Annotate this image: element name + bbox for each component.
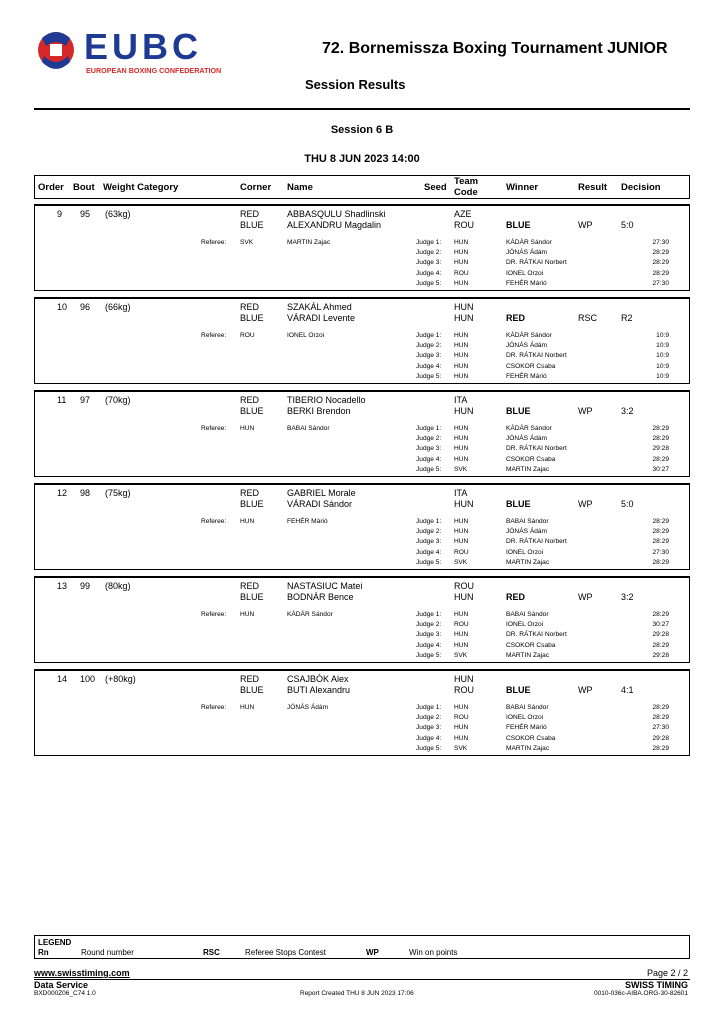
judge-country: HUN: [454, 435, 469, 443]
judge-name: DR. RÁTKAI Norbert: [506, 352, 567, 360]
judge-country: ROU: [454, 548, 469, 556]
decision-score: 4:1: [621, 685, 634, 695]
blue-boxer-name: BODNÁR Bence: [287, 592, 354, 602]
judge-label: Judge 2:: [416, 342, 442, 350]
judge-score: 27:30: [652, 239, 669, 246]
judge-label: Judge 5:: [416, 651, 442, 659]
judge-name: CSOKOR Csaba: [506, 362, 556, 370]
judge-country: HUN: [454, 445, 469, 453]
blue-corner: BLUE: [240, 313, 264, 323]
judge-score: 28:29: [652, 538, 669, 546]
blue-team-code: HUN: [454, 499, 474, 509]
judge-name: CSOKOR Csaba: [506, 455, 556, 463]
winner-corner: BLUE: [506, 220, 531, 230]
judge-country: HUN: [454, 704, 469, 711]
blue-corner: BLUE: [240, 220, 264, 230]
bout-number: 100: [80, 674, 96, 684]
brand: SWISS TIMING: [625, 980, 688, 990]
judge-label: Judge 5:: [416, 372, 442, 380]
judge-score: 10:9: [656, 352, 669, 360]
decision-score: 3:2: [621, 406, 634, 416]
red-boxer-name: SZAKÁL Ahmed: [287, 302, 352, 312]
weight-category: (66kg): [105, 302, 131, 312]
judge-country: HUN: [454, 641, 469, 649]
judge-label: Judge 3:: [416, 724, 442, 732]
judge-label: Judge 3:: [416, 538, 442, 546]
judge-name: BABAI Sándor: [506, 704, 549, 711]
referee-name: MARTIN Zajac: [287, 239, 331, 246]
col-winner: Winner: [506, 182, 539, 193]
session-label: Session 6 B: [330, 124, 394, 136]
judge-name: CSOKOR Csaba: [506, 641, 556, 649]
bout-row: [34, 576, 690, 663]
legend: [34, 935, 690, 959]
referee-label: Referee:: [201, 239, 227, 246]
red-boxer-name: NASTASIUC Matei: [287, 581, 363, 591]
red-corner: RED: [240, 395, 260, 405]
judge-country: HUN: [454, 342, 469, 350]
blue-boxer-name: ALEXANDRU Magdalin: [287, 220, 382, 230]
col-bout: Bout: [73, 182, 95, 193]
judge-score: 28:29: [652, 269, 669, 277]
col-seed: Seed: [424, 182, 447, 193]
judge-label: Judge 2:: [416, 714, 442, 722]
red-boxer-name: CSAJBÓK Alex: [287, 674, 349, 684]
logo-subtext: EUROPEAN BOXING CONFEDERATION: [86, 66, 222, 75]
winner-corner: RED: [506, 313, 526, 323]
red-team-code: ROU: [454, 581, 474, 591]
winner-corner: RED: [506, 592, 526, 602]
red-corner: RED: [240, 581, 260, 591]
winner-corner: BLUE: [506, 406, 531, 416]
table-header: [34, 175, 690, 199]
judge-label: Judge 2:: [416, 249, 442, 257]
judge-country: ROU: [454, 714, 469, 722]
result-type: WP: [578, 499, 593, 509]
referee-country: SVK: [240, 239, 254, 246]
judge-score: 10:9: [656, 332, 669, 339]
judge-country: HUN: [454, 724, 469, 732]
red-corner: RED: [240, 488, 260, 498]
referee-label: Referee:: [201, 704, 227, 711]
blue-corner: BLUE: [240, 499, 264, 509]
judge-country: SVK: [454, 744, 468, 752]
blue-corner: BLUE: [240, 685, 264, 695]
judge-score: 28:29: [652, 425, 669, 432]
decision-score: 5:0: [621, 499, 634, 509]
result-type: RSC: [578, 313, 598, 323]
ref-code: 0010-036c-AIBA.ORG-30-82601: [594, 990, 688, 997]
legend-abbr: Rn: [38, 948, 49, 957]
red-boxer-name: TIBERIO Nocadello: [287, 395, 366, 405]
bout-number: 97: [80, 395, 91, 405]
legend-title: LEGEND: [38, 938, 72, 947]
red-team-code: ITA: [454, 395, 468, 405]
bout-order: 11: [57, 395, 67, 405]
legend-abbr: RSC: [203, 948, 220, 957]
judge-score: 28:29: [652, 249, 669, 257]
blue-boxer-name: BERKI Brendon: [287, 406, 351, 416]
weight-category: (80kg): [105, 581, 131, 591]
judge-country: HUN: [454, 352, 469, 360]
judge-name: FEHÉR Márió: [506, 372, 547, 380]
blue-boxer-name: BUTI Alexandru: [287, 685, 351, 695]
judge-name: DR. RÁTKAI Norbert: [506, 445, 567, 453]
bout-number: 99: [80, 581, 91, 591]
judge-country: ROU: [454, 621, 469, 629]
eubc-logo: [36, 28, 281, 76]
blue-team-code: ROU: [454, 220, 474, 230]
legend-desc: Round number: [81, 948, 134, 957]
judge-name: JÓNÁS Ádám: [506, 435, 548, 443]
judge-name: MARTIN Zajac: [506, 744, 550, 752]
judge-country: HUN: [454, 528, 469, 536]
judge-label: Judge 3:: [416, 259, 442, 267]
judge-score: 29:28: [652, 445, 669, 453]
judge-country: ROU: [454, 269, 469, 277]
result-type: WP: [578, 406, 593, 416]
red-boxer-name: GABRIEL Morale: [287, 488, 356, 498]
judge-name: KÁDÁR Sándor: [506, 239, 552, 246]
judge-label: Judge 4:: [416, 455, 442, 463]
bout-number: 96: [80, 302, 91, 312]
judge-name: JÓNÁS Ádám: [506, 342, 548, 350]
doc-code: BXD000Z06_C74 1.0: [34, 990, 96, 997]
judge-label: Judge 4:: [416, 641, 442, 649]
col-decision: Decision: [621, 182, 661, 193]
col-team: Team: [454, 176, 479, 187]
judge-name: FEHÉR Márió: [506, 279, 547, 287]
judge-label: Judge 3:: [416, 631, 442, 639]
judge-score: 10:9: [656, 342, 669, 350]
blue-team-code: HUN: [454, 592, 474, 602]
judge-label: Judge 1:: [416, 518, 442, 525]
judge-country: HUN: [454, 518, 469, 525]
judge-score: 28:29: [652, 518, 669, 525]
weight-category: (70kg): [105, 395, 131, 405]
col-order: Order: [38, 182, 64, 193]
decision-score: R2: [621, 313, 633, 323]
blue-corner: BLUE: [240, 592, 264, 602]
col-name: Name: [287, 182, 313, 193]
judge-label: Judge 4:: [416, 548, 442, 556]
referee-label: Referee:: [201, 425, 227, 432]
referee-country: HUN: [240, 611, 255, 618]
blue-team-code: HUN: [454, 406, 474, 416]
bout-order: 9: [57, 209, 63, 219]
blue-boxer-name: VÁRADI Levente: [287, 313, 356, 323]
red-boxer-name: ABBASQULU Shadlinski: [287, 209, 386, 219]
judge-score: 29:28: [652, 631, 669, 639]
judge-label: Judge 1:: [416, 611, 442, 618]
judge-name: FEHÉR Márió: [506, 724, 547, 732]
judge-country: SVK: [454, 651, 468, 659]
header-divider: [34, 108, 690, 110]
referee-label: Referee:: [201, 518, 227, 525]
judge-name: CSOKOR Csaba: [506, 734, 556, 742]
referee-name: KÁDÁR Sándor: [287, 611, 333, 618]
judge-score: 10:9: [656, 372, 669, 380]
judge-name: IONEL Orzoi: [506, 269, 544, 277]
bout-order: 12: [57, 488, 68, 498]
col-result: Result: [578, 182, 608, 193]
judge-country: HUN: [454, 734, 469, 742]
judge-country: HUN: [454, 372, 469, 380]
judge-name: MARTIN Zajac: [506, 558, 550, 566]
judge-name: IONEL Orzoi: [506, 621, 544, 629]
judge-label: Judge 1:: [416, 704, 442, 711]
judge-score: 29:28: [652, 651, 669, 659]
judge-label: Judge 2:: [416, 621, 442, 629]
decision-score: 3:2: [621, 592, 634, 602]
judge-score: 29:28: [652, 734, 669, 742]
session-datetime: THU 8 JUN 2023 14:00: [304, 153, 420, 165]
col-corner: Corner: [240, 182, 272, 193]
referee-name: FEHÉR Márió: [287, 518, 328, 525]
judge-label: Judge 5:: [416, 465, 442, 473]
weight-category: (75kg): [105, 488, 131, 498]
judge-label: Judge 1:: [416, 239, 442, 246]
page-number: Page 2 / 2: [646, 968, 688, 978]
data-service: Data Service: [34, 980, 89, 990]
judge-name: DR. RÁTKAI Norbert: [506, 538, 567, 546]
judge-name: KÁDÁR Sándor: [506, 332, 552, 339]
red-team-code: HUN: [454, 674, 474, 684]
winner-corner: BLUE: [506, 685, 531, 695]
judge-name: KÁDÁR Sándor: [506, 425, 552, 432]
judge-score: 28:29: [652, 704, 669, 711]
result-type: WP: [578, 220, 593, 230]
red-team-code: AZE: [454, 209, 472, 219]
legend-desc: Win on points: [409, 948, 458, 957]
bout-row: [34, 483, 690, 570]
judge-score: 28:29: [652, 455, 669, 463]
judge-label: Judge 5:: [416, 279, 442, 287]
judge-score: 28:29: [652, 641, 669, 649]
bout-order: 10: [57, 302, 68, 312]
weight-category: (+80kg): [105, 674, 136, 684]
judge-country: HUN: [454, 239, 469, 246]
referee-name: IONEL Orzoi: [287, 332, 325, 339]
judge-score: 27:30: [652, 548, 669, 556]
red-team-code: HUN: [454, 302, 474, 312]
bout-number: 98: [80, 488, 91, 498]
judge-name: JÓNÁS Ádám: [506, 528, 548, 536]
judge-score: 10:9: [656, 362, 669, 370]
result-type: WP: [578, 685, 593, 695]
weight-category: (63kg): [105, 209, 131, 219]
referee-country: HUN: [240, 425, 255, 432]
judge-score: 28:29: [652, 744, 669, 752]
judge-score: 27:30: [652, 724, 669, 732]
judge-score: 30:27: [652, 621, 669, 629]
referee-label: Referee:: [201, 611, 227, 618]
bout-row: [34, 204, 690, 291]
judge-score: 28:29: [652, 558, 669, 566]
judge-label: Judge 4:: [416, 734, 442, 742]
referee-country: HUN: [240, 518, 255, 525]
decision-score: 5:0: [621, 220, 634, 230]
judge-name: IONEL Orzoi: [506, 548, 544, 556]
judge-country: HUN: [454, 249, 469, 257]
judge-country: HUN: [454, 259, 469, 267]
judge-country: HUN: [454, 362, 469, 370]
red-corner: RED: [240, 302, 260, 312]
referee-name: BABAI Sándor: [287, 425, 330, 432]
judge-score: 27:30: [652, 279, 669, 287]
judge-score: 28:29: [652, 435, 669, 443]
judge-label: Judge 1:: [416, 425, 442, 432]
legend-abbr: WP: [366, 948, 379, 957]
legend-desc: Referee Stops Contest: [245, 948, 326, 957]
judge-label: Judge 2:: [416, 435, 442, 443]
page-title: Session Results: [305, 77, 406, 92]
bout-row: [34, 390, 690, 477]
referee-name: JÓNÁS Ádám: [287, 704, 329, 711]
judge-score: 28:29: [652, 528, 669, 536]
judge-score: 28:29: [652, 611, 669, 618]
judge-name: IONEL Orzoi: [506, 714, 544, 722]
judge-name: MARTIN Zajac: [506, 465, 550, 473]
referee-country: ROU: [240, 332, 255, 339]
col-code: Code: [454, 187, 478, 198]
bout-order: 13: [57, 581, 68, 591]
footer-divider: [34, 979, 690, 980]
blue-boxer-name: VÁRADI Sándor: [287, 499, 353, 509]
winner-corner: BLUE: [506, 499, 531, 509]
bout-number: 95: [80, 209, 91, 219]
blue-corner: BLUE: [240, 406, 264, 416]
judge-label: Judge 3:: [416, 445, 442, 453]
judge-country: SVK: [454, 558, 468, 566]
judge-label: Judge 5:: [416, 558, 442, 566]
judge-score: 28:29: [652, 259, 669, 267]
referee-country: HUN: [240, 704, 255, 711]
blue-team-code: ROU: [454, 685, 474, 695]
judge-country: HUN: [454, 455, 469, 463]
red-corner: RED: [240, 209, 260, 219]
bout-order: 14: [57, 674, 68, 684]
judge-country: HUN: [454, 425, 469, 432]
judge-country: HUN: [454, 611, 469, 618]
red-corner: RED: [240, 674, 260, 684]
referee-label: Referee:: [201, 332, 227, 339]
logo-text: EUBC: [84, 28, 203, 67]
bout-row: [34, 669, 690, 756]
judge-label: Judge 4:: [416, 269, 442, 277]
judge-label: Judge 3:: [416, 352, 442, 360]
website-link[interactable]: www.swisstiming.com: [34, 968, 130, 978]
judge-name: MARTIN Zajac: [506, 651, 550, 659]
judge-score: 28:29: [652, 714, 669, 722]
judge-name: DR. RÁTKAI Norbert: [506, 259, 567, 267]
blue-team-code: HUN: [454, 313, 474, 323]
judge-country: SVK: [454, 465, 468, 473]
judge-country: HUN: [454, 538, 469, 546]
judge-name: JÓNÁS Ádám: [506, 249, 548, 257]
report-created: Report Created THU 8 JUN 2023 17:06: [300, 990, 414, 997]
judge-name: BABAI Sándor: [506, 518, 549, 525]
judge-label: Judge 1:: [416, 332, 442, 339]
judge-label: Judge 4:: [416, 362, 442, 370]
result-type: WP: [578, 592, 593, 602]
bout-row: [34, 297, 690, 384]
judge-score: 30:27: [652, 465, 669, 473]
red-team-code: ITA: [454, 488, 468, 498]
judge-country: HUN: [454, 279, 469, 287]
col-weight: Weight Category: [103, 182, 179, 193]
judge-name: BABAI Sándor: [506, 611, 549, 618]
judge-label: Judge 5:: [416, 744, 442, 752]
judge-country: HUN: [454, 631, 469, 639]
judge-country: HUN: [454, 332, 469, 339]
judge-label: Judge 2:: [416, 528, 442, 536]
tournament-title: 72. Bornemissza Boxing Tournament JUNIOR: [322, 40, 668, 57]
judge-name: DR. RÁTKAI Norbert: [506, 631, 567, 639]
